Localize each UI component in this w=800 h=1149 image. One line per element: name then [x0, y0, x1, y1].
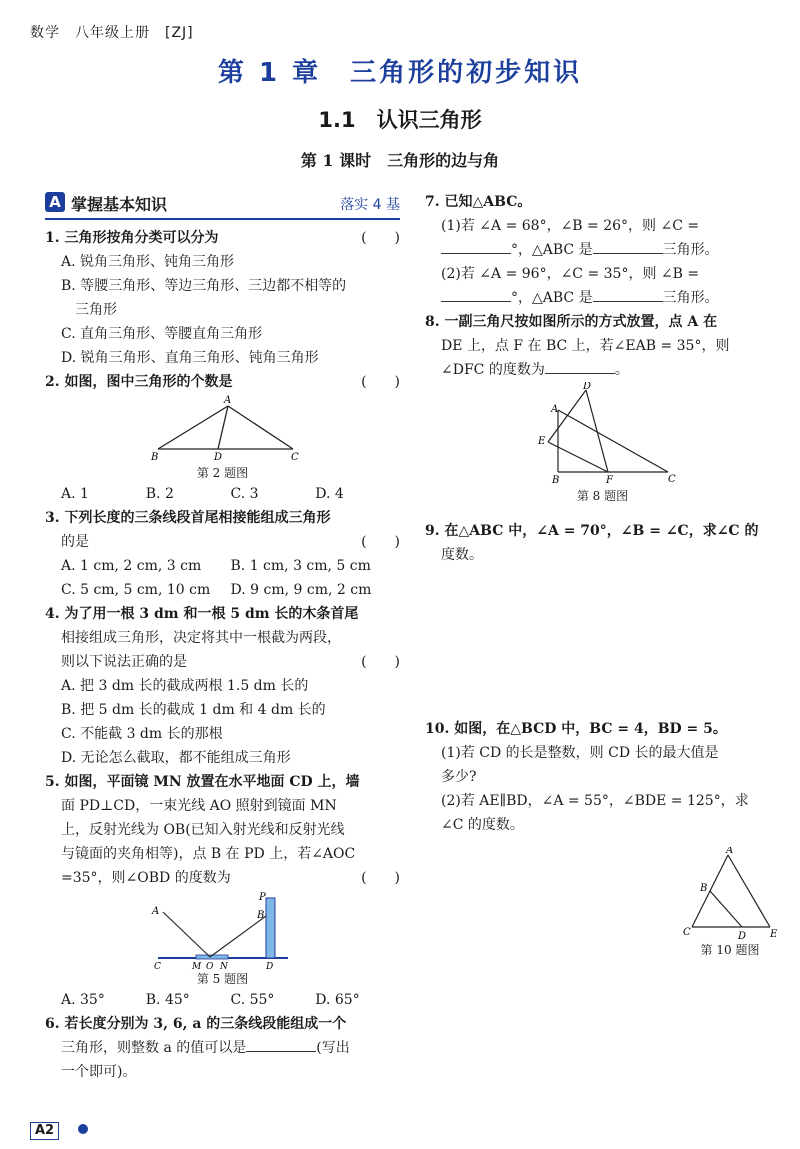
q7-blank-2a[interactable] — [441, 287, 511, 302]
question-8 — [425, 310, 780, 505]
q6-line2-end: (写出 — [316, 1040, 350, 1056]
q6-line1: 6. 若长度分别为 3, 6, a 的三条线段能组成一个 — [45, 1016, 347, 1032]
q7-part2-end: 三角形。 — [662, 290, 719, 306]
q2-option-a: A. 1 — [61, 486, 89, 502]
q5-label-c: C — [153, 962, 161, 970]
q2-label-a: A — [223, 395, 231, 406]
question-6 — [45, 1012, 400, 1084]
question-5 — [45, 770, 400, 1012]
section-a-header — [45, 190, 400, 220]
question-7 — [425, 190, 780, 310]
question-4 — [45, 602, 400, 770]
q6-line2: 三角形，则整数 a 的值可以是 — [61, 1040, 247, 1056]
q3-answer-paren: ( ) — [361, 534, 400, 550]
chapter-title: 第 1 章 三角形的初步知识 — [217, 58, 583, 88]
q4-option-d: D. 无论怎么截取，都不能组成三角形 — [61, 750, 291, 766]
q5-options — [45, 988, 400, 1012]
q3-stem-line1: 3. 下列长度的三条线段首尾相接能组成三角形 — [45, 510, 331, 526]
q3-option-c: C. 5 cm, 5 cm, 10 cm — [61, 582, 211, 598]
q1-option-b: B. 等腰三角形、等边三角形、三边都不相等的 — [61, 278, 347, 294]
q2-option-c: C. 3 — [230, 486, 259, 502]
q8-label-f: F — [605, 475, 613, 486]
q2-label-d: D — [213, 452, 222, 463]
section-a-note: 落实 4 基 — [340, 197, 400, 213]
q10-label-e: E — [770, 929, 778, 940]
q8-figure — [528, 382, 678, 487]
q4-answer-paren: ( ) — [361, 654, 400, 670]
q8-caption: 第 8 题图 — [576, 489, 629, 503]
q10-label-b: B — [700, 883, 708, 894]
q5-line3: 上，反射光线为 OB(已知入射光线和反射光线 — [61, 822, 345, 838]
q8-label-b: B — [551, 475, 559, 486]
q2-answer-paren: ( ) — [361, 374, 400, 390]
q1-answer-paren: ( ) — [361, 230, 400, 246]
q6-line3: 一个即可)。 — [61, 1064, 137, 1080]
q9-answer-space[interactable] — [425, 567, 780, 717]
q10-part1-cont: 多少? — [441, 769, 477, 785]
section-title: 1.1 认识三角形 — [318, 108, 482, 132]
q5-line1: 5. 如图，平面镜 MN 放置在水平地面 CD 上，墙 — [45, 774, 360, 790]
q8-line1: 8. 一副三角尺按如图所示的方式放置，点 A 在 — [425, 314, 718, 330]
q7-blank-2b[interactable] — [593, 287, 663, 302]
q10-part2-cont: ∠C 的度数。 — [441, 817, 524, 833]
q2-stem: 2. 如图，图中三角形的个数是 — [45, 374, 233, 390]
q3-option-d: D. 9 cm, 9 cm, 2 cm — [230, 582, 372, 598]
q1-option-a: A. 锐角三角形、钝角三角形 — [61, 254, 235, 270]
q10-part2: (2)若 AE∥BD，∠A = 55°，∠BDE = 125°，求 — [441, 793, 749, 809]
question-2 — [45, 370, 400, 506]
q8-line2: DE 上，点 F 在 BC 上，若∠EAB = 35°，则 — [441, 338, 730, 354]
q1-stem: 1. 三角形按角分类可以分为 — [45, 230, 219, 246]
section-a-title: 掌握基本知识 — [71, 195, 168, 214]
q5-label-d: D — [265, 962, 273, 970]
q5-option-a: A. 35° — [61, 992, 105, 1008]
q2-label-b: B — [150, 452, 158, 463]
q5-line2: 面 PD⊥CD，一束光线 AO 照射到镜面 MN — [61, 798, 337, 814]
q5-line5: =35°，则∠OBD 的度数为 — [61, 870, 231, 886]
q10-caption: 第 10 题图 — [700, 943, 760, 957]
question-9 — [425, 519, 780, 717]
q1-option-c: C. 直角三角形、等腰直角三角形 — [61, 326, 263, 342]
q2-figure — [143, 394, 303, 464]
q5-option-c: C. 55° — [230, 992, 275, 1008]
page-number-dot — [78, 1124, 88, 1134]
page-number: A2 — [30, 1122, 59, 1140]
q3-option-b: B. 1 cm, 3 cm, 5 cm — [230, 558, 371, 574]
right-column — [425, 190, 780, 957]
q8-line3: ∠DFC 的度数为 — [441, 362, 545, 378]
q8-line3-end: 。 — [614, 362, 629, 378]
q4-line2: 相接组成三角形，决定将其中一根截为两段， — [61, 630, 341, 646]
q5-option-b: B. 45° — [145, 992, 190, 1008]
q10-label-c: C — [683, 927, 691, 938]
q8-answer-blank[interactable] — [545, 359, 615, 374]
q7-part2-mid: °，△ABC 是 — [511, 290, 593, 306]
q8-label-d: D — [582, 382, 591, 392]
q4-line3: 则以下说法正确的是 — [61, 654, 187, 670]
q1-option-b-cont: 三角形 — [75, 302, 117, 318]
q2-options — [45, 482, 400, 506]
lesson-title: 第 1 课时 三角形的边与角 — [300, 151, 500, 170]
q5-label-a: A — [151, 906, 159, 917]
q7-part2: (2)若 ∠A = 96°，∠C = 35°，则 ∠B = — [441, 266, 700, 282]
q5-label-m: M — [191, 962, 201, 970]
q8-label-a: A — [550, 404, 558, 415]
q7-part1-mid: °，△ABC 是 — [511, 242, 593, 258]
q10-label-a: A — [726, 847, 734, 856]
q4-option-a: A. 把 3 dm 长的截成两根 1.5 dm 长的 — [61, 678, 309, 694]
q8-label-e: E — [537, 436, 545, 447]
q9-line1: 9. 在△ABC 中，∠A = 70°，∠B = ∠C，求∠C 的 — [425, 523, 759, 539]
q5-label-n: N — [219, 962, 228, 970]
left-column — [45, 190, 400, 1084]
q5-label-o: O — [205, 962, 213, 970]
q10-figure — [680, 847, 780, 942]
q5-label-b: B — [256, 910, 264, 921]
q9-line2: 度数。 — [441, 547, 483, 563]
q4-line1: 4. 为了用一根 3 dm 和一根 5 dm 长的木条首尾 — [45, 606, 359, 622]
q7-stem: 7. 已知△ABC。 — [425, 194, 532, 210]
q2-caption: 第 2 题图 — [196, 466, 249, 480]
q5-answer-paren: ( ) — [361, 870, 400, 886]
question-10 — [425, 717, 780, 957]
q3-option-a: A. 1 cm, 2 cm, 3 cm — [61, 558, 202, 574]
q7-blank-1b[interactable] — [593, 239, 663, 254]
q4-option-b: B. 把 5 dm 长的截成 1 dm 和 4 dm 长的 — [61, 702, 326, 718]
q5-figure — [148, 890, 298, 970]
q2-option-d: D. 4 — [315, 486, 344, 502]
page-header: 数学 八年级上册 [ZJ] — [30, 25, 194, 41]
q5-option-d: D. 65° — [315, 992, 360, 1008]
q10-line1: 10. 如图，在△BCD 中，BC = 4，BD = 5。 — [425, 721, 727, 737]
q7-blank-1a[interactable] — [441, 239, 511, 254]
q7-part1: (1)若 ∠A = 68°，∠B = 26°，则 ∠C = — [441, 218, 700, 234]
q3-stem-line2: 的是 — [61, 534, 89, 550]
q1-option-d: D. 锐角三角形、直角三角形、钝角三角形 — [61, 350, 319, 366]
q8-label-c: C — [667, 474, 676, 485]
q5-label-p: P — [258, 892, 266, 903]
section-a-badge: A — [45, 192, 65, 212]
q4-option-c: C. 不能截 3 dm 长的那根 — [61, 726, 223, 742]
q2-option-b: B. 2 — [145, 486, 174, 502]
question-3 — [45, 506, 400, 602]
q6-answer-blank[interactable] — [246, 1037, 316, 1052]
q10-part1: (1)若 CD 的长是整数，则 CD 长的最大值是 — [441, 745, 719, 761]
q7-part1-end: 三角形。 — [662, 242, 719, 258]
question-1 — [45, 226, 400, 370]
q5-caption: 第 5 题图 — [196, 972, 249, 986]
q5-line4: 与镜面的夹角相等)，点 B 在 PD 上，若∠AOC — [61, 846, 356, 862]
q10-label-d: D — [738, 931, 747, 942]
q2-label-c: C — [290, 452, 299, 463]
